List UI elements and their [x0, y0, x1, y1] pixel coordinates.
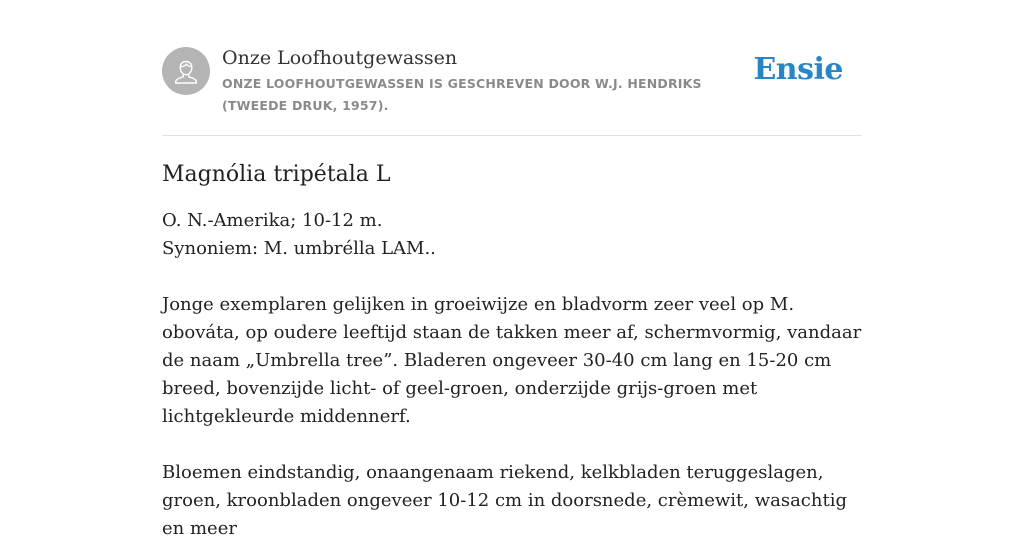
source-description: ONZE LOOFHOUTGEWASSEN IS GESCHREVEN DOOR W.J. HENDRIKS (TWEEDE DRUK, 1957).	[222, 76, 702, 113]
source-header	[162, 46, 862, 116]
source-avatar[interactable]	[162, 47, 210, 95]
brand-logo-link[interactable]: Ensie	[753, 52, 843, 87]
entry-title: Magnólia tripétala L	[162, 162, 391, 187]
source-title[interactable]: Onze Loofhoutgewassen	[222, 47, 458, 69]
user-silhouette-icon	[162, 47, 210, 95]
entry-text: O. N.-Amerika; 10-12 m. Synoniem: M. umbrélla LAM.. Jonge exemplaren gelijken in groeiwijze en bladvorm zeer veel op M. obováta, op oudere leeftijd staan de takken meer af, schermvormig, vandaar de naam „Umbrella tree”. Bladeren ongeveer 30-40 cm lang en 15-20 cm breed, bovenzijde licht- of geel-groen, onderzijde grijs-groen met lichtgekleurde middennerf. Bloemen eindstandig, onaangenaam riekend, kelkbladen teruggeslagen, groen, kroonbladen ongeveer 10-12 cm in doorsnede, crèmewit, wasachtig en meer	[162, 210, 862, 539]
header-divider	[162, 135, 862, 136]
entry-content	[162, 158, 867, 543]
